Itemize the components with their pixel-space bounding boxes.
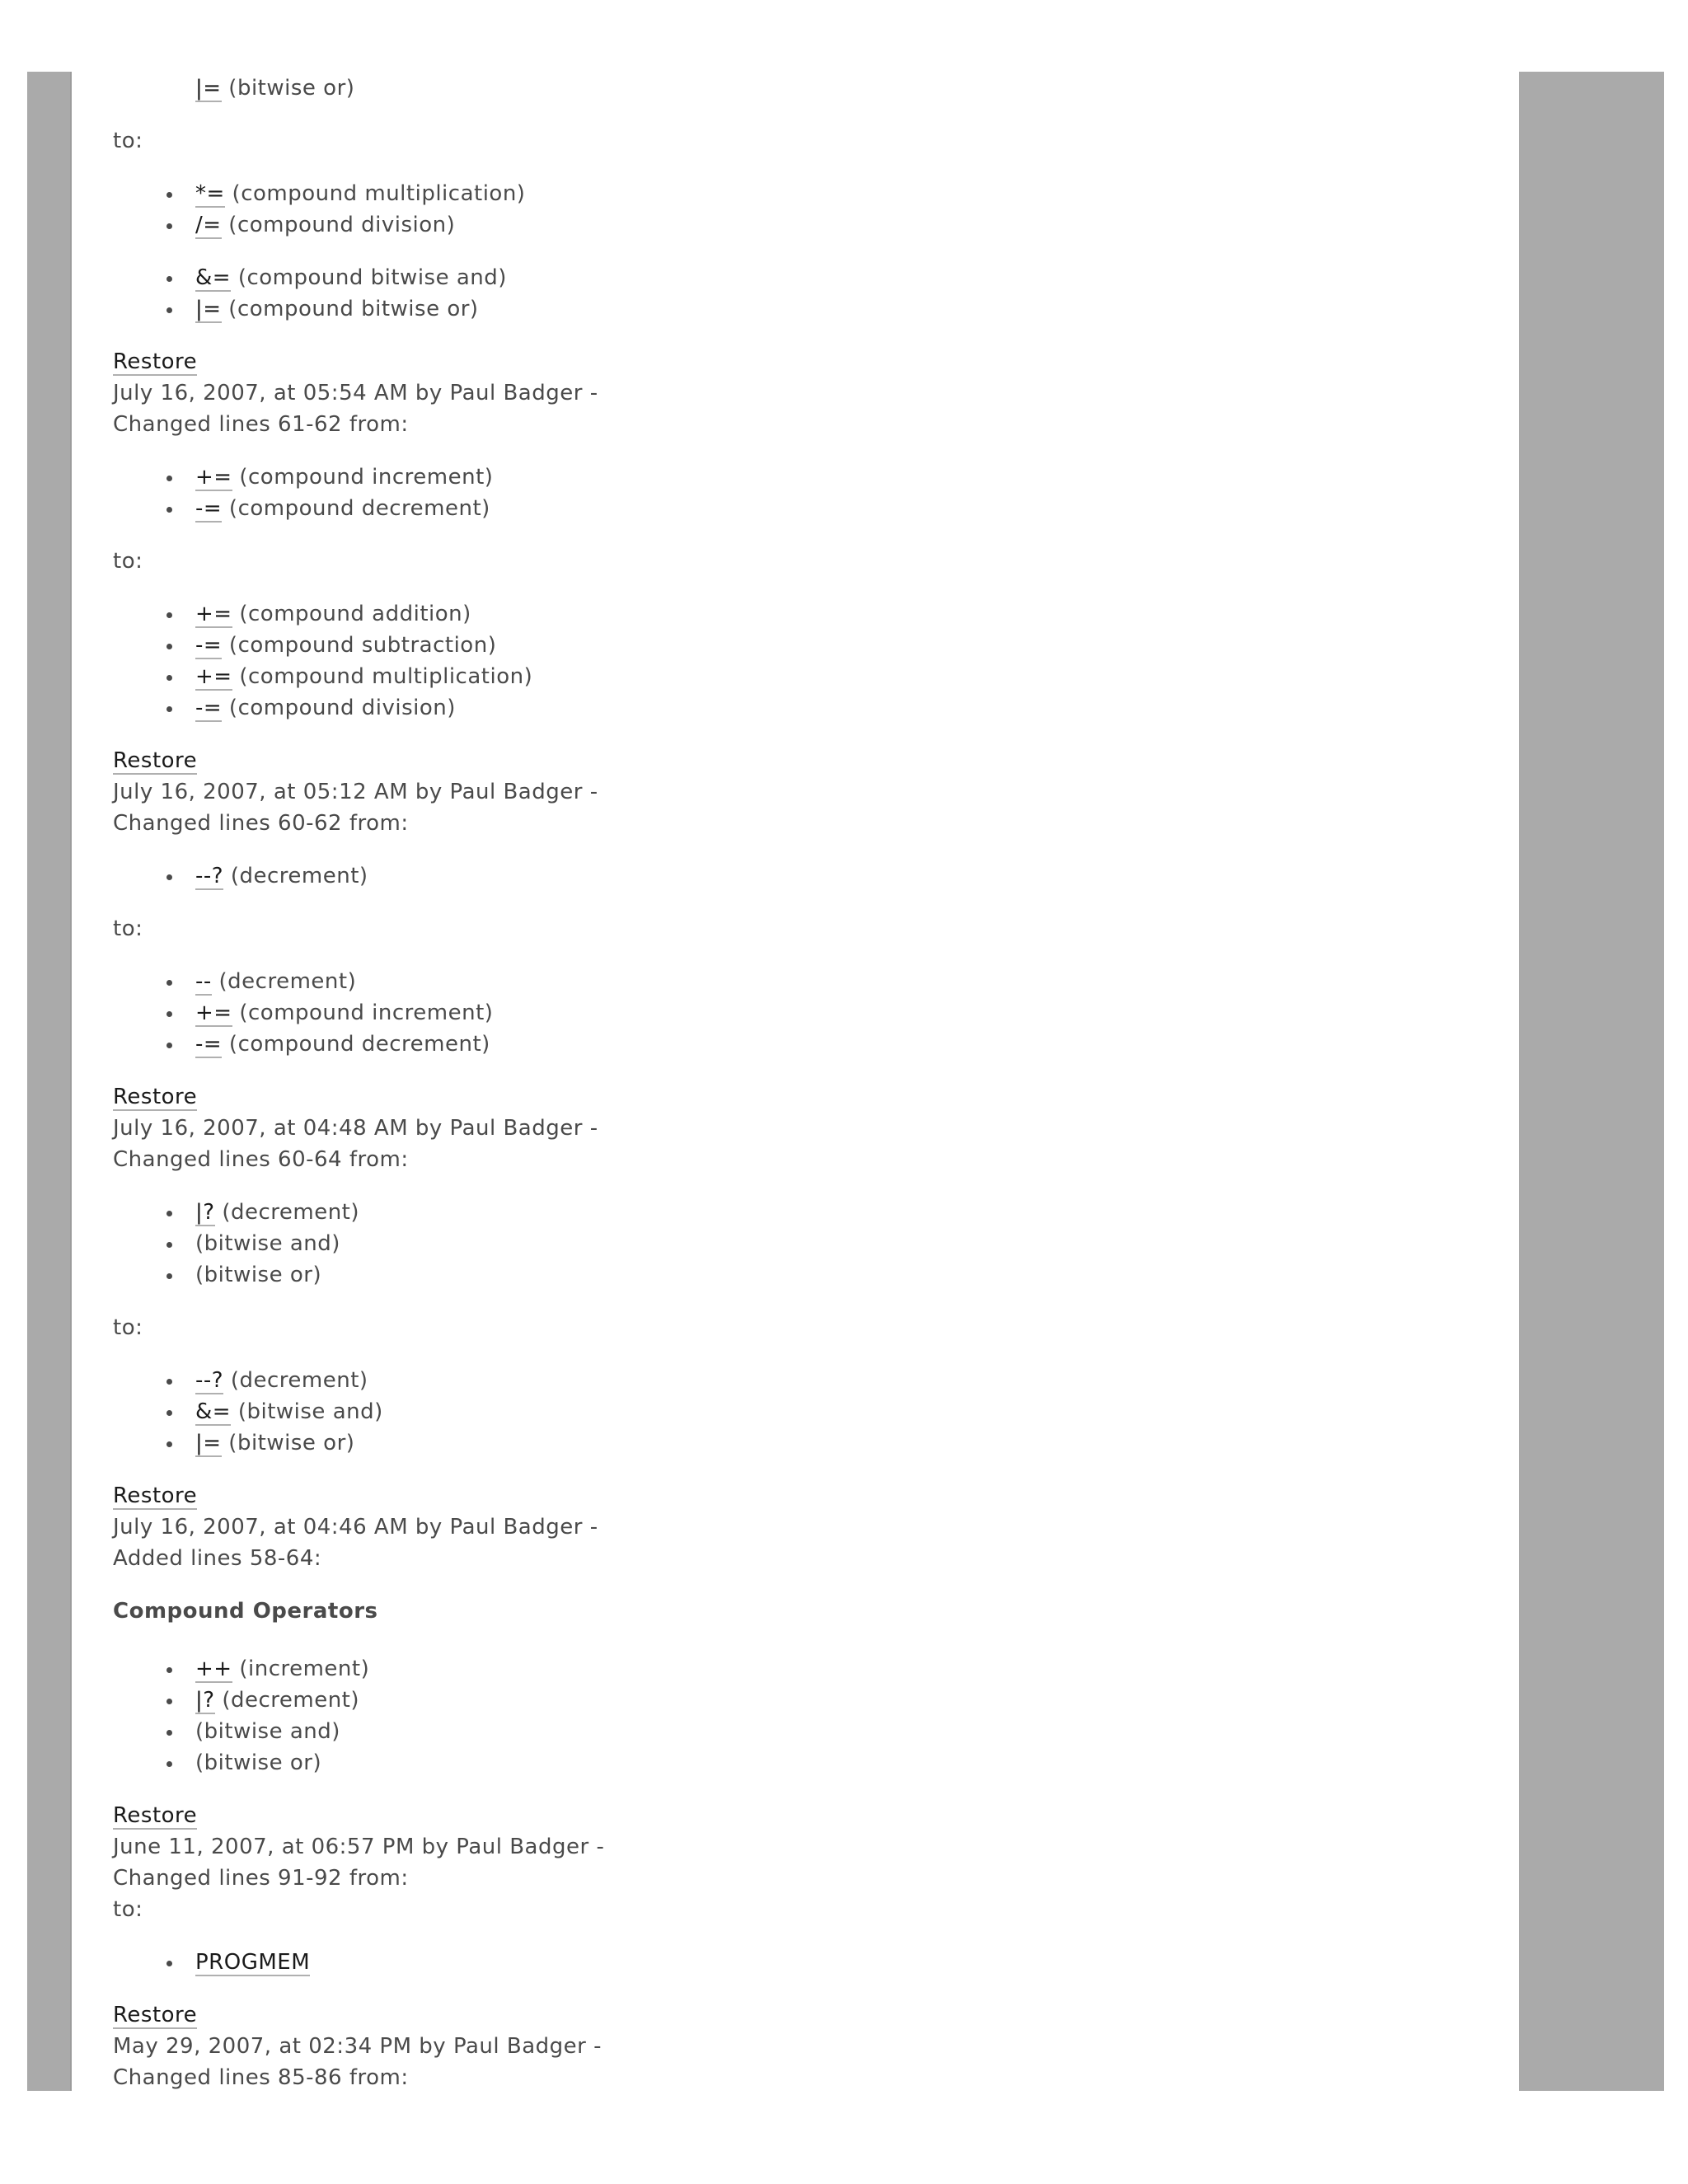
list-item <box>113 1427 1498 1459</box>
revision-meta: May 29, 2007, at 02:34 PM by Paul Badger - <box>113 2034 602 2059</box>
operator-link[interactable]: -= <box>195 696 223 720</box>
item-description: (decrement) <box>214 1200 360 1225</box>
list-item <box>113 178 1498 209</box>
list-item <box>113 1228 1498 1259</box>
list-item <box>113 293 1498 325</box>
item-description: (compound decrement) <box>222 496 490 521</box>
list-item <box>113 209 1498 241</box>
item-description: (bitwise and) <box>195 1719 340 1744</box>
item-description: (compound bitwise and) <box>231 265 507 290</box>
list-item <box>113 1197 1498 1228</box>
item-description: (compound division) <box>222 696 456 720</box>
item-description: (compound bitwise or) <box>221 297 479 321</box>
progmem-link[interactable]: PROGMEM <box>195 1950 311 1975</box>
operator-link[interactable]: /= <box>195 213 222 237</box>
operator-link[interactable]: ++ <box>195 1657 232 1681</box>
list-item <box>113 692 1498 724</box>
revision-change: Changed lines 91-92 from: <box>113 1866 409 1891</box>
operator-link[interactable]: += <box>195 1001 232 1025</box>
item-description: (compound multiplication) <box>232 664 533 689</box>
operator-link[interactable]: |? <box>195 1200 215 1225</box>
revision-change: Added lines 58-64: <box>113 1546 322 1571</box>
right-sidebar-bar <box>1519 72 1664 2091</box>
operator-link[interactable]: -= <box>195 496 223 521</box>
left-sidebar-bar <box>27 72 72 2091</box>
to-label: to: <box>113 1315 143 1340</box>
operator-link[interactable]: += <box>195 664 232 689</box>
list-item <box>113 661 1498 692</box>
revision-meta: June 11, 2007, at 06:57 PM by Paul Badger - <box>113 1835 605 1859</box>
operator-link[interactable]: &= <box>195 265 232 290</box>
item-description: (decrement) <box>223 1368 368 1393</box>
restore-link[interactable]: Restore <box>113 748 198 773</box>
operator-link[interactable]: += <box>195 602 232 626</box>
list-item <box>113 1947 1498 1978</box>
revision-meta: July 16, 2007, at 04:48 AM by Paul Badger - <box>113 1116 598 1141</box>
operator-link[interactable]: += <box>195 465 232 490</box>
list-item <box>113 1259 1498 1291</box>
item-description: (compound multiplication) <box>224 181 526 206</box>
list-item <box>113 966 1498 997</box>
operator-link[interactable]: --? <box>195 1368 224 1393</box>
item-description: (bitwise or) <box>195 1263 322 1287</box>
to-label: to: <box>113 916 143 941</box>
revision-change: Changed lines 60-62 from: <box>113 811 409 836</box>
revision-meta: July 16, 2007, at 05:12 AM by Paul Badger - <box>113 780 598 804</box>
list-item <box>113 1396 1498 1427</box>
to-label: to: <box>113 1897 143 1922</box>
list-item <box>113 462 1498 493</box>
list-item <box>113 1653 1498 1685</box>
operator-link[interactable]: -= <box>195 1032 223 1057</box>
revision-change: Changed lines 60-64 from: <box>113 1147 409 1172</box>
restore-link[interactable]: Restore <box>113 349 198 374</box>
list-item <box>113 598 1498 630</box>
section-heading: Compound Operators <box>113 1599 378 1624</box>
revision-history-content <box>113 73 1498 2093</box>
revision-meta: July 16, 2007, at 05:54 AM by Paul Badger - <box>113 381 598 405</box>
restore-link[interactable]: Restore <box>113 1483 198 1508</box>
operator-link[interactable]: --? <box>195 864 224 888</box>
item-description: (compound division) <box>221 213 456 237</box>
list-item <box>113 1685 1498 1716</box>
revision-change: Changed lines 85-86 from: <box>113 2065 409 2090</box>
item-description: (bitwise and) <box>231 1399 383 1424</box>
list-item <box>113 1716 1498 1747</box>
operator-link[interactable]: -= <box>195 633 223 658</box>
list-item <box>113 1365 1498 1396</box>
item-description: (decrement) <box>211 969 357 994</box>
list-item <box>113 73 1498 104</box>
revision-change: Changed lines 61-62 from: <box>113 412 409 437</box>
item-description: (decrement) <box>214 1688 360 1713</box>
operator-link[interactable]: -- <box>195 969 212 994</box>
item-description: (compound subtraction) <box>222 633 497 658</box>
item-description: (bitwise or) <box>221 76 355 101</box>
restore-link[interactable]: Restore <box>113 2003 198 2027</box>
operator-link[interactable]: *= <box>195 181 225 206</box>
item-description: (compound increment) <box>232 465 494 490</box>
restore-link[interactable]: Restore <box>113 1085 198 1109</box>
item-description: (increment) <box>232 1657 370 1681</box>
revision-meta: July 16, 2007, at 04:46 AM by Paul Badger - <box>113 1515 598 1540</box>
operator-link[interactable]: |= <box>195 1431 222 1455</box>
item-description: (bitwise or) <box>195 1750 322 1775</box>
item-description: (compound increment) <box>232 1001 494 1025</box>
list-item <box>113 262 1498 293</box>
list-item <box>113 493 1498 524</box>
operator-link[interactable]: |= <box>195 297 222 321</box>
list-item <box>113 860 1498 892</box>
item-description: (decrement) <box>223 864 368 888</box>
restore-link[interactable]: Restore <box>113 1803 198 1828</box>
operator-link[interactable]: |= <box>195 76 222 101</box>
item-description: (bitwise and) <box>195 1231 340 1256</box>
list-item <box>113 997 1498 1029</box>
list-item <box>113 1029 1498 1060</box>
list-item <box>113 630 1498 661</box>
to-label: to: <box>113 549 143 574</box>
to-label: to: <box>113 129 143 153</box>
operator-link[interactable]: |? <box>195 1688 215 1713</box>
operator-link[interactable]: &= <box>195 1399 232 1424</box>
item-description: (compound addition) <box>232 602 471 626</box>
item-description: (bitwise or) <box>221 1431 355 1455</box>
item-description: (compound decrement) <box>222 1032 490 1057</box>
list-item <box>113 1747 1498 1779</box>
